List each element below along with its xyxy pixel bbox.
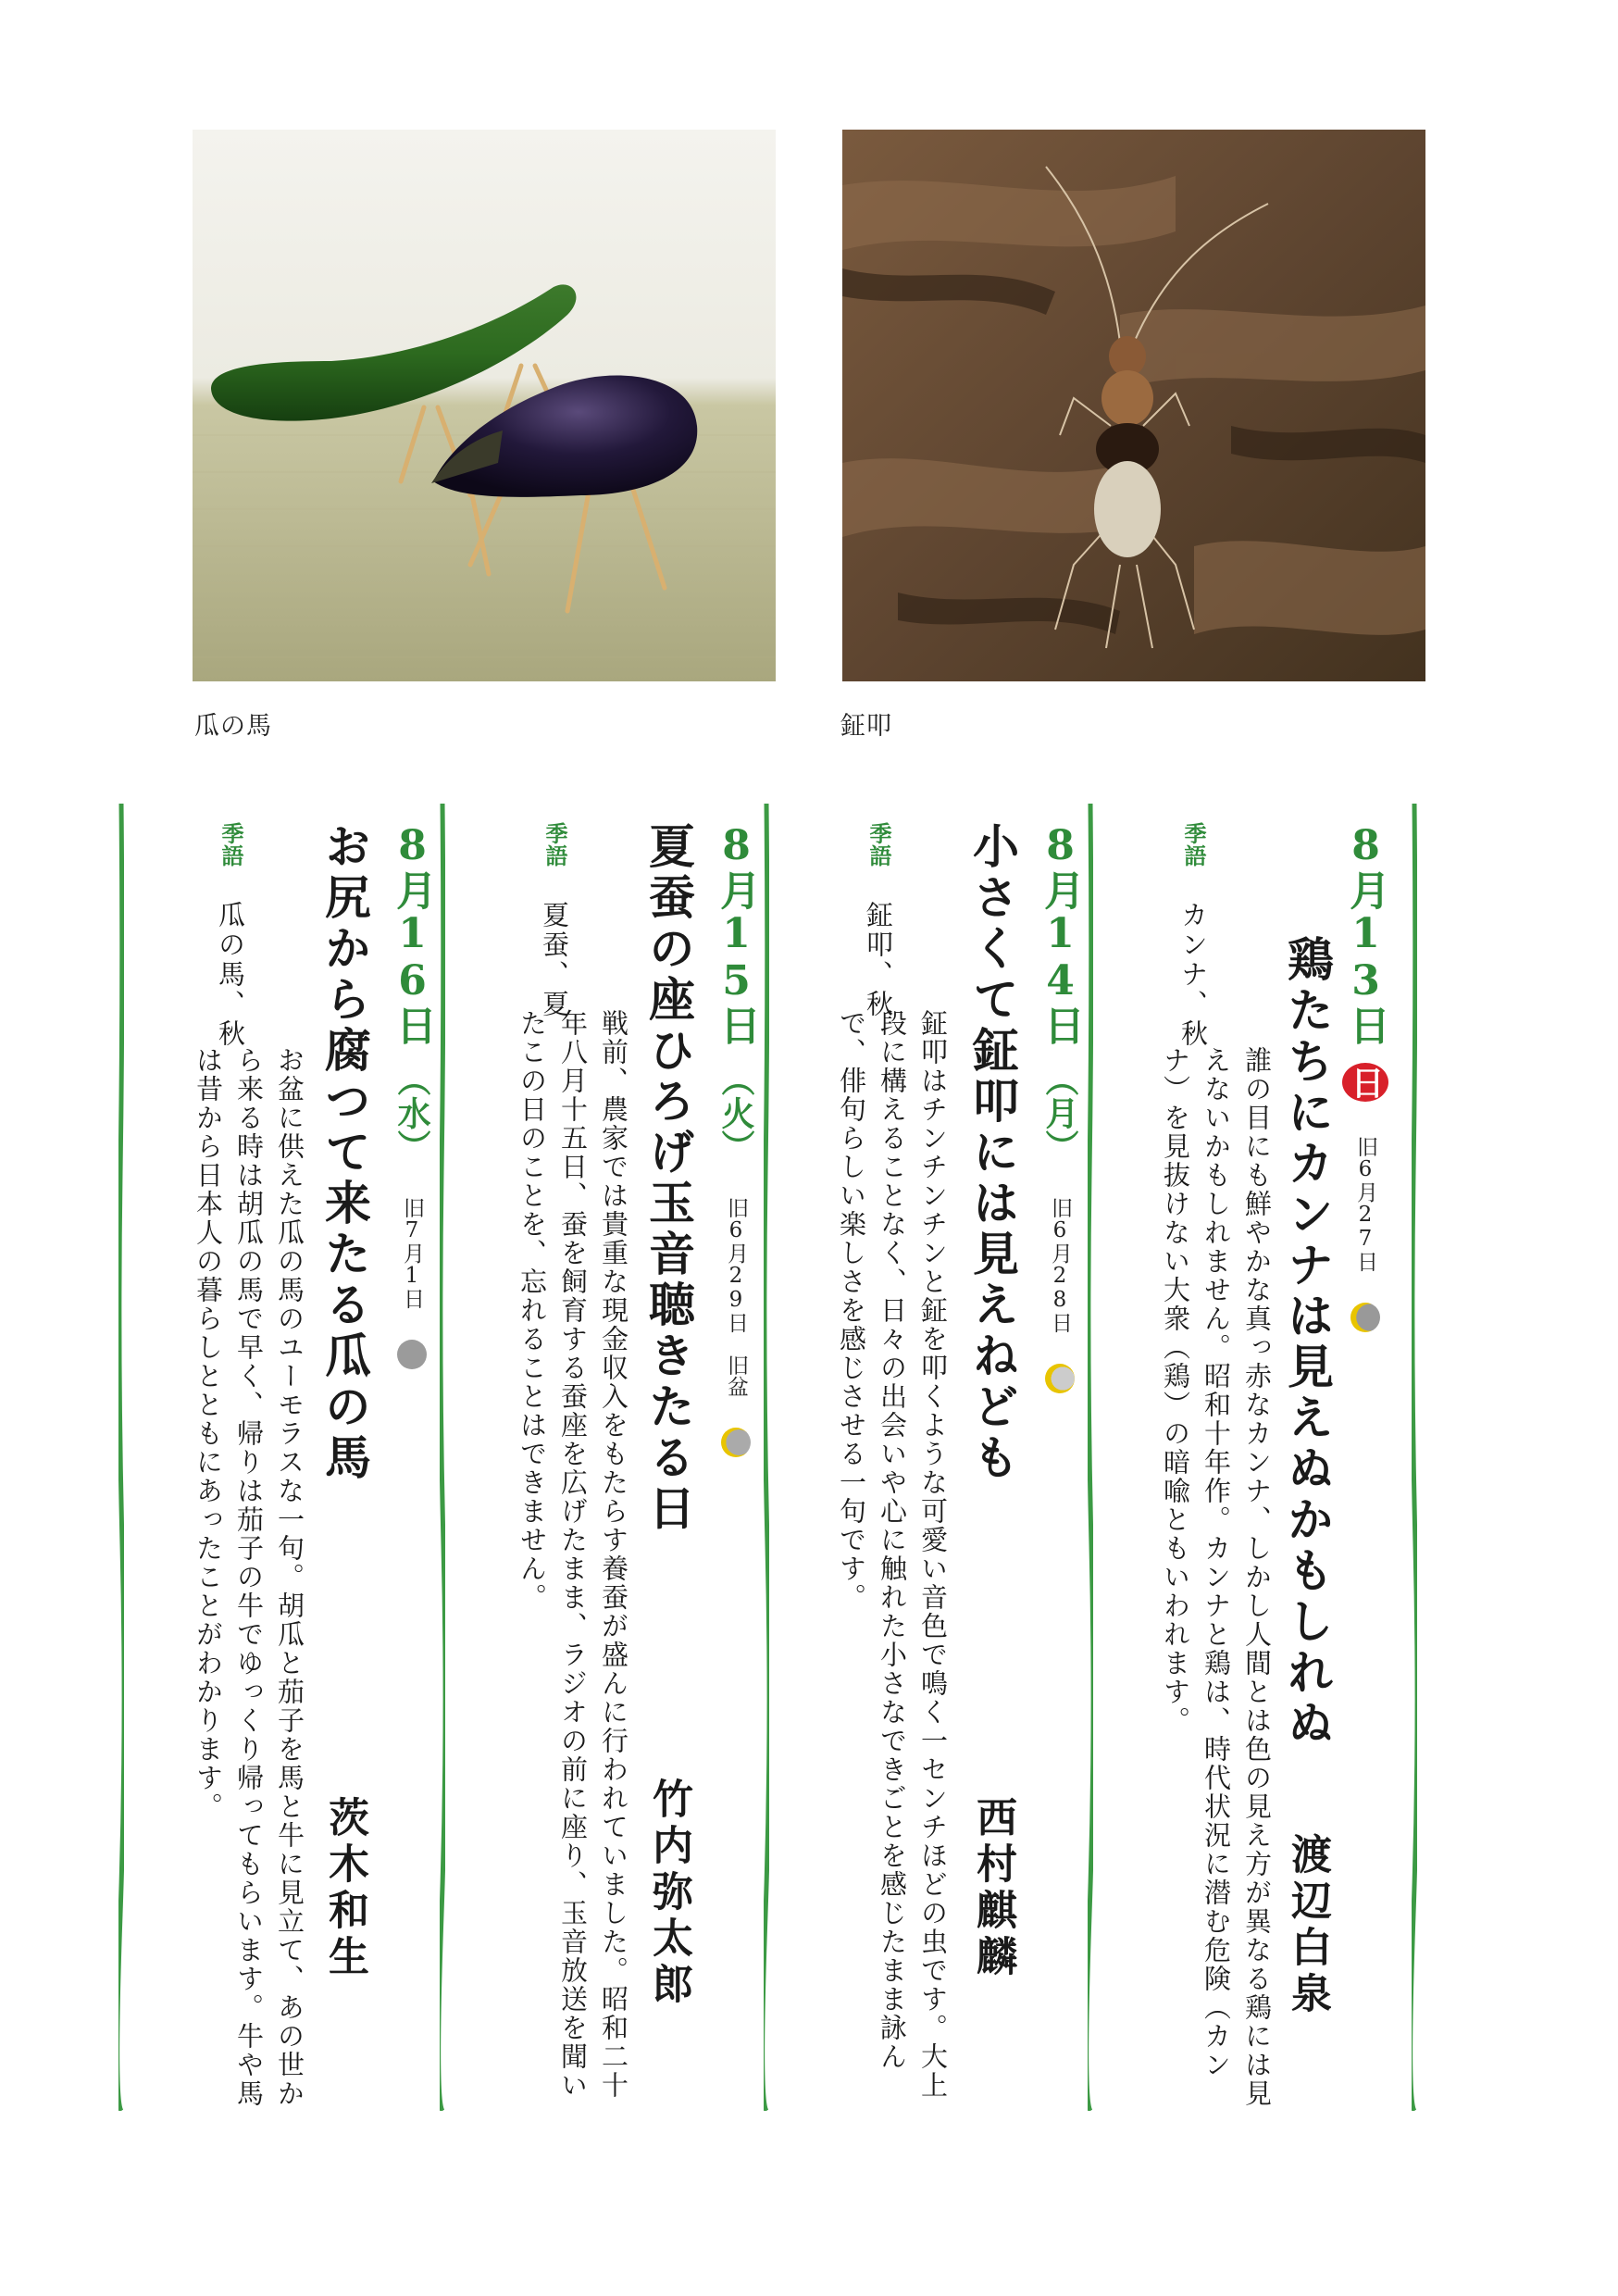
column-divider [118, 804, 124, 2111]
column-divider [764, 804, 769, 2111]
kigo-text: カンナ、秋 [1177, 901, 1209, 1049]
author-name: 茨木和生 [321, 1796, 368, 1981]
kigo-label: 季語 [218, 822, 244, 867]
column-divider [1088, 804, 1093, 2111]
commentary: 誰の目にも鮮やかな真っ赤なカンナ、しかし人間とは色の見え方が異なる鶏には見えないかもしれません。昭和十年作。カンナと鶏は、時代状況に潜む危険（カンナ）を見抜けない大衆（鶏）の暗喩ともいわれます。 [1160, 1046, 1273, 2108]
haiku-text: 夏蚕の座ひろげ玉音聴きたる日 [641, 822, 696, 1535]
kigo-text: 瓜の馬、秋 [215, 901, 246, 1049]
kigo [1157, 822, 1213, 1049]
kigo-label: 季語 [541, 822, 568, 867]
kigo-label: 季語 [1180, 822, 1207, 867]
entry-aug-15 [703, 822, 759, 1457]
entry-date: 8月14日 [1037, 822, 1084, 1045]
kigo-text: 夏蚕、夏 [539, 901, 570, 1019]
weekday-badge-tuesday: （火） [716, 1063, 755, 1163]
haiku-text: お尻から腐つて来たる瓜の馬 [317, 822, 372, 1484]
column-divider [440, 804, 445, 2111]
kigo-text: 鉦叩、秋 [863, 901, 894, 1019]
haiku-text: 鶏たちにカンナは見えぬかもしれぬ [1280, 935, 1335, 1750]
old-calendar-date: 旧7月1日 [400, 1197, 424, 1309]
old-calendar-date: 旧6月29日 旧盆 [724, 1197, 748, 1397]
cucumber-eggplant-horse-icon [193, 130, 776, 681]
old-calendar-date: 旧6月28日 [1048, 1197, 1072, 1333]
kigo [518, 822, 574, 1019]
cricket-on-bark-icon [842, 130, 1425, 681]
date-heading [1342, 822, 1388, 1332]
author-name: 渡辺白泉 [1284, 1833, 1331, 2018]
haiku-text: 小さくて鉦叩には見えねども [965, 822, 1020, 1484]
entry-aug-14 [1027, 822, 1083, 1393]
entry-date: 8月16日 [389, 822, 436, 1045]
moon-phase-icon [1350, 1303, 1380, 1332]
kigo-label: 季語 [865, 822, 892, 867]
photo-caption-cucumber-horse: 瓜の馬 [194, 712, 272, 741]
author-name: 竹内弥太郎 [645, 1778, 692, 2009]
moon-phase-icon [721, 1428, 751, 1457]
weekday-badge-sunday: 日 [1342, 1063, 1388, 1102]
commentary: お盆に供えた瓜の馬のユーモラスな一句。胡瓜と茄子を馬と牛に見立て、あの世から来る時は胡瓜の馬で早く、帰りは茄子の牛でゆっくり帰ってもらいます。牛や馬は昔から日本人の暮らしとともにあったことがわかります。 [193, 1046, 305, 2108]
kigo [194, 822, 250, 1049]
author-name: 西村麒麟 [969, 1796, 1016, 1981]
entry-date: 8月13日 [1342, 822, 1389, 1045]
weekday-badge-wednesday: （水） [392, 1063, 431, 1163]
weekday-badge-monday: （月） [1040, 1063, 1079, 1163]
photo-caption-cricket: 鉦叩 [840, 712, 892, 741]
entry-date: 8月15日 [713, 822, 760, 1045]
commentary: 戦前、農家では貴重な現金収入をもたらす養蚕が盛んに行われていました。昭和二十年八月十五日、蚕を飼育する蚕座を広げたまま、ラジオの前に座り、玉音放送を聞いたこの日のことを、忘れることはできません。 [517, 1009, 629, 2100]
column-divider [1412, 804, 1417, 2111]
moon-phase-icon [397, 1340, 427, 1369]
old-calendar-date: 旧6月27日 [1353, 1136, 1377, 1272]
moon-phase-icon [1045, 1364, 1075, 1393]
cucumber-horse-photo [193, 130, 776, 681]
kigo [842, 822, 898, 1019]
commentary: 鉦叩はチンチンチンと鉦を叩くような可愛い音色で鳴く一センチほどの虫です。大上段に構えることなく、日々の出会いや心に触れた小さなできごとを感じたまま詠んで、俳句らしい楽しさを感じさせる一句です。 [836, 1009, 949, 2100]
cricket-photo [842, 130, 1425, 681]
entry-aug-16 [380, 822, 435, 1369]
